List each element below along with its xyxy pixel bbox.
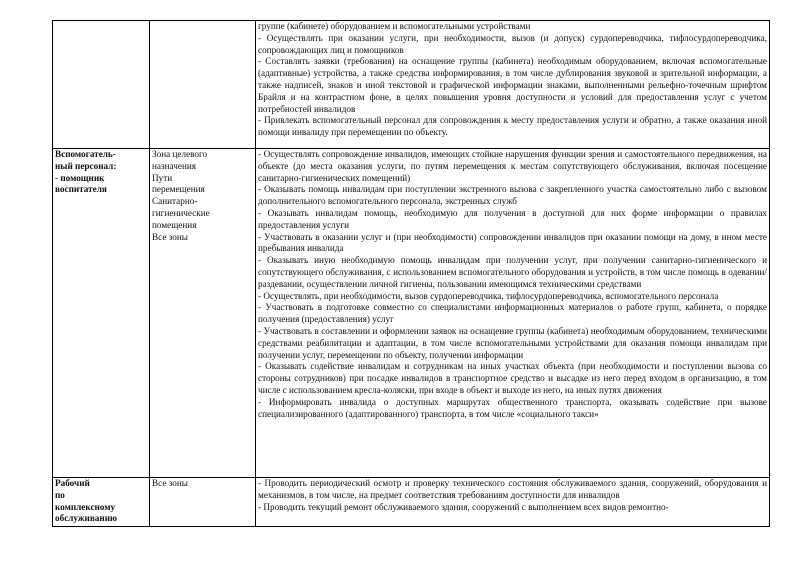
duties-cell <box>256 21 770 149</box>
duty-item: - Оказывать содействие инвалидам и сотрудникам на иных участках объекта (при необходимости и поступлении вызова со стороны сотрудников) при посадке инвалидов в транспортное средство и высадке из него перед входом в организацию, в том числе с использованием кресла-коляски, при входе в объект и выходе из него, на иных путях движения <box>258 361 767 395</box>
role-line: комплексному <box>55 501 116 512</box>
duty-item: - Составлять заявки (требования) на оснащение группы (кабинета) необходимым оборудованием, включая вспомогательные (адаптивные) устройства, а также средства информирования, в том числе дублирования звуковой и зрительной информации, а также надписей, знаков и иной текстовой и графической информации знаками, выполненными рельефно-точечным шрифтом Брайля и на контрастном фоне, в целях повышения уровня доступности и условий для предоставления услуг с учетом потребностей инвалидов <box>258 56 767 114</box>
zone-line: Все зоны <box>152 478 188 488</box>
zone-line: Санитарно- <box>152 196 198 207</box>
zone-line: назначения <box>152 160 197 171</box>
role-cell <box>53 149 150 478</box>
duty-item: - Осуществлять, при необходимости, вызов сурдопереводчика, тифлосурдопереводчика, вспомогательного персонала <box>258 290 719 301</box>
zone-line: Зона целевого <box>152 149 208 159</box>
responsibilities-table <box>52 20 770 527</box>
duty-item: - Привлекать вспомогательный персонал для сопровождения к месту предоставления услуги и обратно, а также оказания иной помощи инвалиду при перемещении по объекту. <box>258 115 767 138</box>
zones-cell <box>150 149 256 478</box>
zone-line: гигиенические <box>152 207 210 218</box>
zones-cell <box>150 478 256 527</box>
duty-item: - Информировать инвалида о доступных маршрутах общественного транспорта, оказывать содействие при вызове специализированного (адаптированного) транспорта, в том числе «социального такси» <box>258 396 767 419</box>
duty-item: - Оказывать иную необходимую помощь инвалидам при получении услуг, при получении санитарно-гигиенического и сопутствующего обслуживания, с использованием вспомогательного оборудования и устройств, в том числе помощь в одевании/раздевании, осуществлении личной гигиены, пользовании имеющимся техническими средствами <box>258 255 767 289</box>
zone-line: помещения <box>152 219 197 230</box>
duties-cell <box>256 149 770 478</box>
role-cell <box>53 478 150 527</box>
role-line: ный персонал: <box>55 160 117 171</box>
zones-cell <box>150 21 256 149</box>
table-row <box>53 478 770 527</box>
zone-line: перемещения <box>152 184 205 195</box>
duty-item: - Участвовать в оказании услуг и (при необходимости) сопровождении инвалидов при оказании помощи на дому, в ином месте пребывания инвалида <box>258 231 767 254</box>
duty-item: группе (кабинете) оборудованием и вспомогательными устройствами <box>258 21 531 31</box>
role-line: Вспомогатель- <box>55 149 116 159</box>
duty-item: - Осуществлять сопровождение инвалидов, имеющих стойкие нарушения функции зрения и самостоятельного передвижения, на объекте (до места оказания услуги, по путям перемещения к местам сопутствующего обслуживания, включая посещение санитарно-гигиенических помещений) <box>258 149 767 183</box>
role-line: Рабочий <box>55 478 90 488</box>
table-row <box>53 21 770 149</box>
duty-item: - Участвовать в подготовке совместно со специалистами информационных материалов о работе групп, кабинета, о порядке получения (предоставления) услуг <box>258 302 767 325</box>
duty-item: - Проводить периодический осмотр и проверку технического состояния обслуживаемого здания, сооружений, оборудования и механизмов, в том числе, на предмет соответствия требованиям доступности для инвалидов <box>258 478 767 500</box>
duty-item: - Оказывать инвалидам помощь, необходимую для получения в доступной для них форме информации о правилах предоставления услуги <box>258 207 767 230</box>
duties-cell <box>256 478 770 527</box>
duty-item: - Осуществлять при оказании услуги, при необходимости, вызов (и допуск) сурдопереводчика, тифлосурдопереводчика, сопровождающих лиц и помощников <box>258 32 767 55</box>
role-cell <box>53 21 150 149</box>
duty-item: - Оказывать помощь инвалидам при поступлении экстренного вызова с закрепленного участка самостоятельно либо с вызовом дополнительного вспомогательного персонала, экстренных служб <box>258 184 767 207</box>
role-line: по <box>55 489 65 500</box>
role-line: - помощник <box>55 172 105 183</box>
duty-item: - Участвовать в составлении и оформлении заявок на оснащение группы (кабинета) необходимым оборудованием, техническими средствами реабилитации и адаптации, в том числе вспомогательными устройствами для оказания помощи инвалидам при получении услуг, перемещении по объекту, получении информации <box>258 325 767 360</box>
role-line: воспитателя <box>55 184 107 195</box>
role-line: обслуживанию <box>55 513 118 524</box>
duty-item: - Проводить текущий ремонт обслуживаемого здания, сооружений с выполнением всех видов ремонтно- <box>258 501 669 512</box>
zone-line: Пути <box>152 172 173 183</box>
table-row <box>53 149 770 478</box>
zone-line: Все зоны <box>152 231 188 242</box>
